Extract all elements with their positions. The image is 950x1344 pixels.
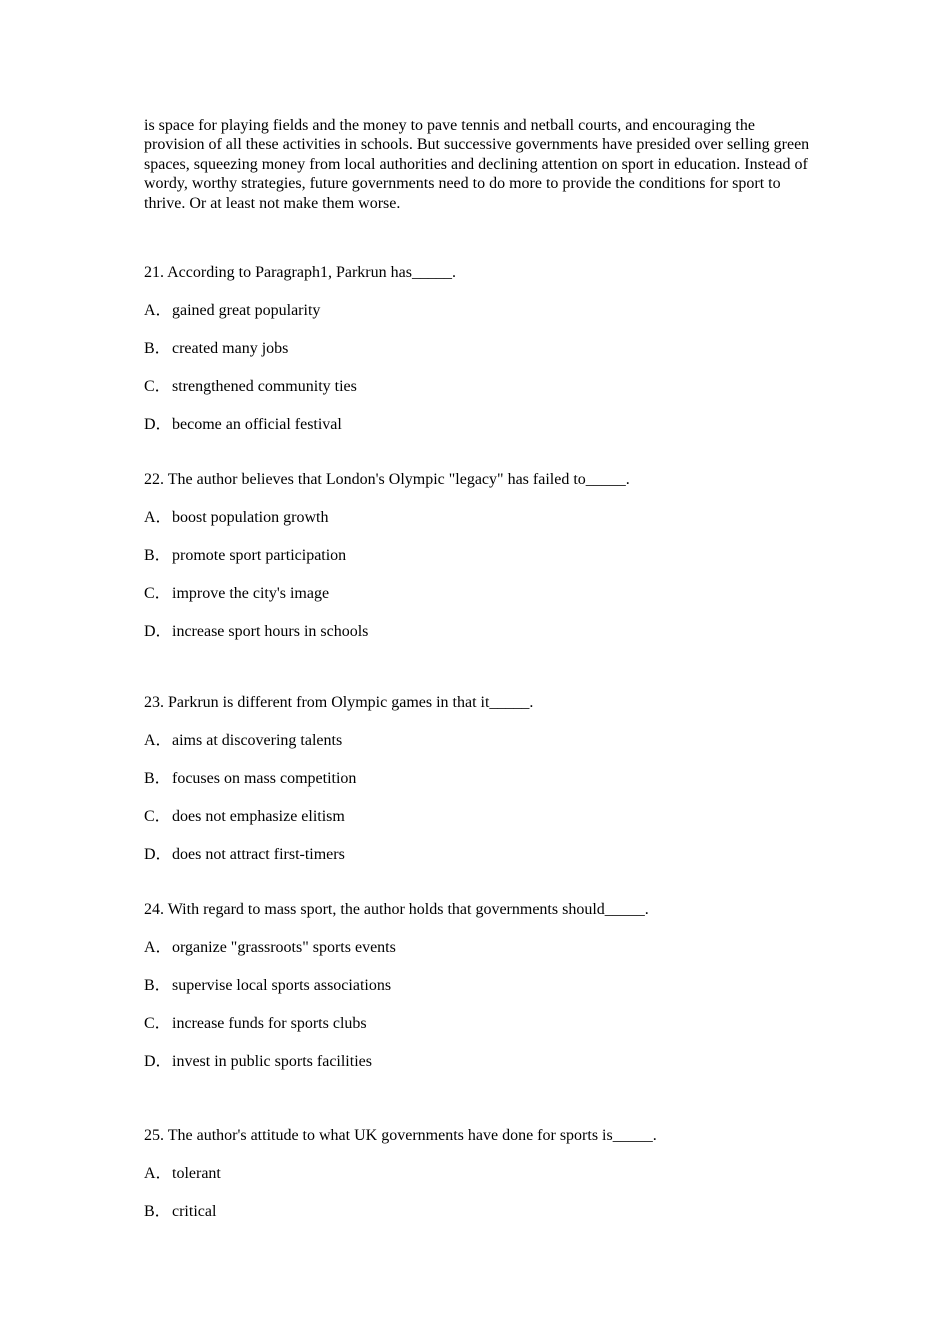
question-24-option-d (144, 1052, 372, 1072)
question-23-option-d (144, 845, 345, 865)
option-letter: B． (144, 340, 171, 357)
option-letter: A． (144, 302, 172, 319)
question-21-stem: 21. According to Paragraph1, Parkrun has_____. (144, 264, 456, 281)
question-24-option-b (144, 976, 391, 996)
question-21-option-a (144, 301, 320, 321)
question-23-option-c (144, 807, 345, 827)
option-letter: A． (144, 1165, 172, 1182)
question-23-stem: 23. Parkrun is different from Olympic games in that it_____. (144, 694, 534, 711)
question-22-option-d (144, 622, 368, 642)
option-text: promote sport participation (172, 547, 347, 564)
question-25-option-b (144, 1202, 216, 1222)
option-text: does not emphasize elitism (172, 808, 345, 825)
question-22-option-a (144, 508, 328, 528)
option-letter: A． (144, 939, 172, 956)
option-letter: D． (144, 416, 172, 433)
option-letter: D． (144, 623, 172, 640)
option-letter: D． (144, 846, 172, 863)
option-text: improve the city's image (172, 585, 330, 602)
option-letter: B． (144, 977, 171, 994)
option-letter: C． (144, 808, 171, 825)
question-22-option-c (144, 584, 329, 604)
option-text: supervise local sports associations (172, 977, 392, 994)
option-letter: A． (144, 732, 172, 749)
option-text: become an official festival (172, 416, 342, 433)
option-letter: B． (144, 770, 171, 787)
question-21-option-b (144, 339, 288, 359)
question-23-option-a (144, 731, 342, 751)
question-24-option-a (144, 938, 396, 958)
option-letter: D． (144, 1053, 172, 1070)
question-21-option-d (144, 415, 342, 435)
question-23-option-b (144, 769, 356, 789)
option-letter: A． (144, 509, 172, 526)
option-letter: C． (144, 378, 171, 395)
option-letter: C． (144, 1015, 171, 1032)
question-25-option-a (144, 1164, 221, 1184)
question-22-option-b (144, 546, 346, 566)
option-text: critical (172, 1203, 217, 1220)
option-text: invest in public sports facilities (172, 1053, 372, 1070)
option-text: aims at discovering talents (172, 732, 343, 749)
option-letter: B． (144, 547, 171, 564)
option-text: organize "grassroots" sports events (172, 939, 396, 956)
option-text: does not attract first-timers (172, 846, 345, 863)
question-21-option-c (144, 377, 357, 397)
option-text: increase funds for sports clubs (172, 1015, 367, 1032)
question-24-option-c (144, 1014, 367, 1034)
option-letter: C． (144, 585, 171, 602)
question-25-stem: 25. The author's attitude to what UK governments have done for sports is_____. (144, 1127, 657, 1144)
option-text: tolerant (172, 1165, 221, 1182)
option-text: focuses on mass competition (172, 770, 357, 787)
option-text: strengthened community ties (172, 378, 357, 395)
option-letter: B． (144, 1203, 171, 1220)
option-text: increase sport hours in schools (172, 623, 369, 640)
passage-paragraph: is space for playing fields and the money to pave tennis and netball courts, and encouraging the provision of all these activities in schools. But successive governments have presided over selling green spaces, squeezing money from local authorities and declining attention on sport in education. Instead of wordy, worthy strategies, future governments need to do more to provide the conditions for sport to thrive. Or at least not make them worse. (144, 117, 810, 212)
option-text: gained great popularity (172, 302, 321, 319)
option-text: created many jobs (172, 340, 289, 357)
question-24-stem: 24. With regard to mass sport, the author holds that governments should_____. (144, 901, 649, 918)
option-text: boost population growth (172, 509, 329, 526)
question-22-stem: 22. The author believes that London's Olympic "legacy" has failed to_____. (144, 471, 630, 488)
